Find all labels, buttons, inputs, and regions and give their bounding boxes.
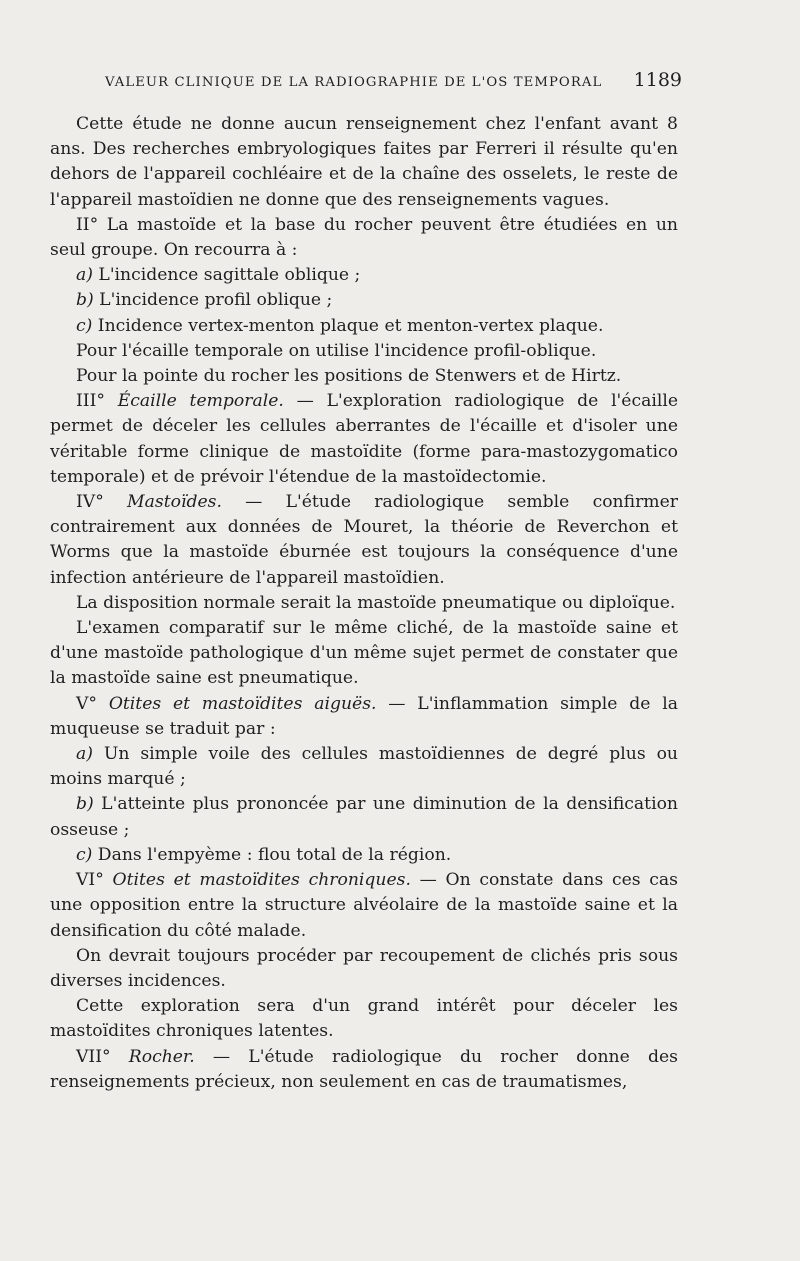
section-paragraph: VII° Rocher. — L'étude radiologique du rocher donne des renseignements précieux, non seulement en cas de traumatismes, bbox=[50, 1046, 678, 1092]
section-paragraph: V° Otites et mastoïdites aiguës. — L'inflammation simple de la muqueuse se traduit par : bbox=[50, 693, 678, 739]
list-item: b) L'incidence profil oblique ; bbox=[76, 290, 333, 311]
paragraph: Pour l'écaille temporale on utilise l'incidence profil-oblique. bbox=[76, 340, 597, 361]
section-heading: Otites et mastoïdites chroniques. bbox=[112, 870, 411, 891]
list-item: b) L'atteinte plus prononcée par une diminution de la densification osseuse ; bbox=[50, 794, 678, 840]
section-heading: Écaille temporale. bbox=[117, 391, 284, 412]
paragraph: Cette exploration sera d'un grand intérêt pour déceler les mastoïdites chroniques latentes. bbox=[50, 996, 678, 1042]
list-item: c) Incidence vertex-menton plaque et menton-vertex plaque. bbox=[76, 315, 604, 336]
section-heading: Mastoïdes. bbox=[127, 492, 222, 513]
paragraph: II° La mastoïde et la base du rocher peuvent être étudiées en un seul groupe. On recourra à : bbox=[50, 214, 678, 261]
list-item: a) L'incidence sagittale oblique ; bbox=[76, 265, 361, 286]
section-paragraph: III° Écaille temporale. — L'exploration radiologique de l'écaille permet de déceler les cellules aberrantes de l'écaille et d'isoler une véritable forme clinique de mastoïdite (forme para-mastozygomatico temporale) et de prévoir l'étendue de la mastoïdectomie. bbox=[50, 391, 678, 487]
section-paragraph: VI° Otites et mastoïdites chroniques. — On constate dans ces cas une opposition entre la structure alvéolaire de la mastoïde saine et la densification du côté malade. bbox=[50, 870, 678, 941]
paragraph: L'examen comparatif sur le même cliché, de la mastoïde saine et d'une mastoïde pathologique d'un même sujet permet de constater que la mastoïde saine est pneumatique. bbox=[50, 618, 678, 689]
body-text bbox=[50, 112, 678, 1095]
page-number: 1189 bbox=[633, 69, 682, 91]
paragraph: Pour la pointe du rocher les positions de Stenwers et de Hirtz. bbox=[76, 366, 622, 387]
list-item: c) Dans l'empyème : flou total de la région. bbox=[76, 844, 452, 865]
list-item: a) Un simple voile des cellules mastoïdiennes de degré plus ou moins marqué ; bbox=[50, 744, 678, 790]
paragraph: La disposition normale serait la mastoïde pneumatique ou diploïque. bbox=[76, 592, 676, 613]
section-paragraph: IV° Mastoïdes. — L'étude radiologique semble confirmer contrairement aux données de Mouret, la théorie de Reverchon et Worms que la mastoïde éburnée est toujours la conséquence d'une infection antérieure de l'appareil mastoïdien. bbox=[50, 492, 678, 588]
paragraph: On devrait toujours procéder par recoupement de clichés pris sous diverses incidences. bbox=[50, 945, 678, 991]
running-head bbox=[50, 62, 682, 98]
running-title: VALEUR CLINIQUE DE LA RADIOGRAPHIE DE L'OS TEMPORAL bbox=[105, 75, 603, 90]
paragraph: Cette étude ne donne aucun renseignement chez l'enfant avant 8 ans. Des recherches embryologiques faites par Ferreri il résulte qu'en dehors de l'appareil cochléaire et de la chaîne des osselets, le reste de l'appareil mastoïdien ne donne que des renseignements vagues. bbox=[50, 114, 678, 210]
section-heading: Rocher. bbox=[128, 1046, 195, 1067]
section-heading: Otites et mastoïdites aiguës. bbox=[108, 693, 377, 714]
